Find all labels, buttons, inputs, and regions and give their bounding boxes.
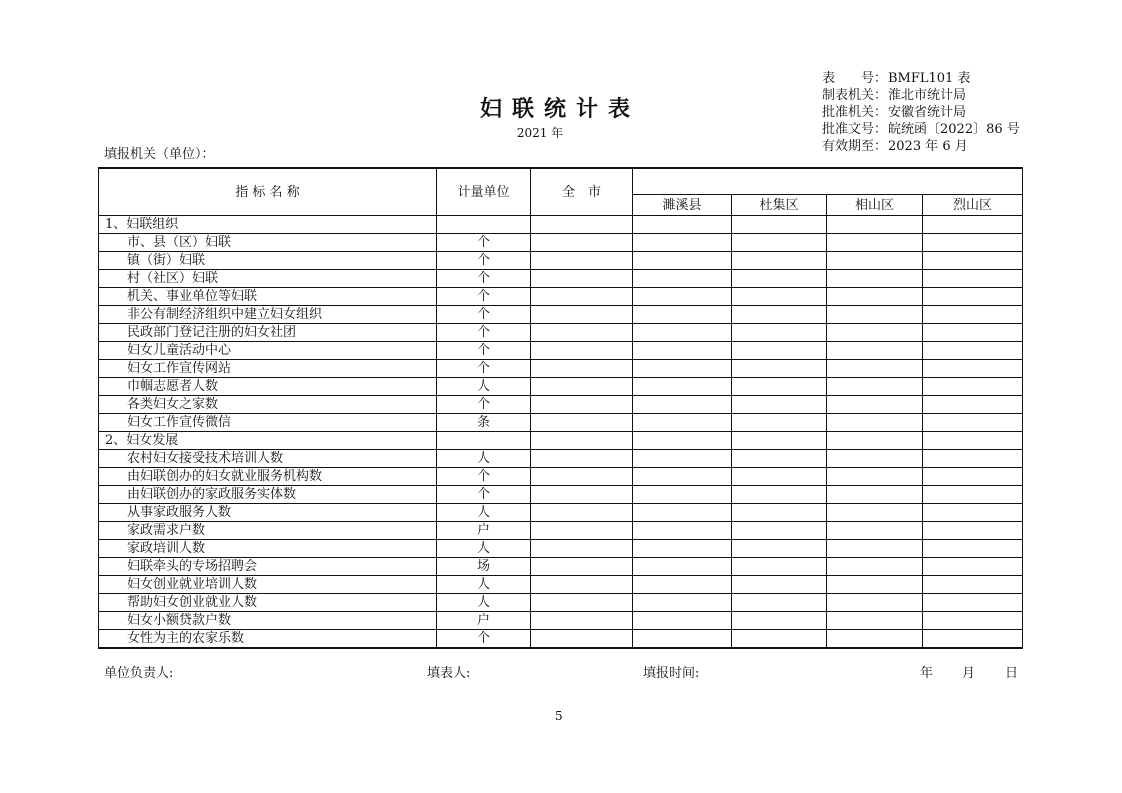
value-cell[interactable] — [531, 360, 633, 378]
header-indicator: 指 标 名 称 — [99, 168, 437, 216]
table-row — [99, 558, 1023, 576]
maker: 淮北市统计局 — [888, 88, 967, 103]
value-cell[interactable] — [633, 468, 732, 486]
value-cell[interactable] — [531, 378, 633, 396]
value-cell[interactable] — [633, 360, 732, 378]
indicator-name: 非公有制经济组织中建立妇女组织 — [99, 306, 437, 324]
value-cell[interactable] — [923, 252, 1023, 270]
table-row — [99, 270, 1023, 288]
value-cell[interactable] — [923, 432, 1023, 450]
value-cell[interactable] — [732, 432, 827, 450]
indicator-name: 妇女工作宣传网站 — [99, 360, 437, 378]
value-cell[interactable] — [531, 486, 633, 504]
value-cell[interactable] — [827, 450, 923, 468]
value-cell[interactable] — [732, 396, 827, 414]
value-cell[interactable] — [923, 468, 1023, 486]
value-cell[interactable] — [531, 306, 633, 324]
value-cell[interactable] — [633, 270, 732, 288]
day-label: 日 — [1005, 666, 1019, 681]
month-label: 月 — [962, 666, 976, 681]
value-cell[interactable] — [633, 522, 732, 540]
value-cell[interactable] — [531, 558, 633, 576]
table-row — [99, 360, 1023, 378]
value-cell[interactable] — [633, 396, 732, 414]
unit-cell: 人 — [437, 576, 531, 594]
value-cell[interactable] — [923, 630, 1023, 649]
indicator-name: 村（社区）妇联 — [99, 270, 437, 288]
unit-cell: 人 — [437, 450, 531, 468]
value-cell[interactable] — [923, 396, 1023, 414]
value-cell[interactable] — [923, 486, 1023, 504]
approver: 安徽省统计局 — [888, 105, 967, 120]
unit-cell — [437, 432, 531, 450]
value-cell[interactable] — [531, 234, 633, 252]
value-cell[interactable] — [531, 540, 633, 558]
valid-line: 有效期至：2023 年 6 月 — [822, 139, 968, 154]
unit-cell: 个 — [437, 252, 531, 270]
unit-cell: 条 — [437, 414, 531, 432]
value-cell[interactable] — [923, 522, 1023, 540]
indicator-name: 由妇联创办的妇女就业服务机构数 — [99, 468, 437, 486]
page-title: 妇联统计表 — [479, 96, 640, 122]
value-cell[interactable] — [531, 576, 633, 594]
value-cell[interactable] — [827, 576, 923, 594]
header-district: 杜集区 — [732, 195, 827, 216]
table-row — [99, 504, 1023, 522]
value-cell[interactable] — [633, 288, 732, 306]
value-cell[interactable] — [732, 522, 827, 540]
value-cell[interactable] — [827, 540, 923, 558]
value-cell[interactable] — [923, 504, 1023, 522]
value-cell[interactable] — [732, 288, 827, 306]
indicator-name: 各类妇女之家数 — [99, 396, 437, 414]
table-row — [99, 396, 1023, 414]
table-row — [99, 234, 1023, 252]
value-cell[interactable] — [827, 414, 923, 432]
value-cell[interactable] — [531, 504, 633, 522]
approval-doc-line: 批准文号：皖统函〔2022〕86 号 — [822, 122, 1020, 137]
value-cell[interactable] — [923, 270, 1023, 288]
table-row — [99, 540, 1023, 558]
indicator-name: 机关、事业单位等妇联 — [99, 288, 437, 306]
value-cell[interactable] — [633, 432, 732, 450]
indicator-name: 家政需求户数 — [99, 522, 437, 540]
valid-until: 2023 年 6 月 — [888, 139, 968, 154]
filler-person-label: 填表人: — [427, 666, 471, 681]
value-cell[interactable] — [732, 360, 827, 378]
table-row — [99, 432, 1023, 450]
value-cell[interactable] — [531, 594, 633, 612]
table-row — [99, 342, 1023, 360]
unit-cell: 户 — [437, 612, 531, 630]
value-cell[interactable] — [633, 324, 732, 342]
table-row — [99, 450, 1023, 468]
value-cell[interactable] — [633, 540, 732, 558]
approval-doc: 皖统函〔2022〕86 号 — [888, 122, 1020, 137]
form-number-line: 表 号：BMFL101 表 — [822, 71, 971, 86]
unit-cell: 人 — [437, 540, 531, 558]
value-cell[interactable] — [923, 558, 1023, 576]
table-row — [99, 612, 1023, 630]
report-year: 2021 年 — [516, 126, 564, 140]
value-cell[interactable] — [923, 576, 1023, 594]
unit-cell: 个 — [437, 324, 531, 342]
indicator-name: 巾帼志愿者人数 — [99, 378, 437, 396]
value-cell[interactable] — [827, 306, 923, 324]
year-label: 年 — [920, 666, 934, 681]
value-cell[interactable] — [531, 450, 633, 468]
table-row — [99, 252, 1023, 270]
header-district: 濉溪县 — [633, 195, 732, 216]
value-cell[interactable] — [633, 306, 732, 324]
value-cell[interactable] — [633, 630, 732, 649]
header-row — [99, 168, 1023, 195]
value-cell[interactable] — [827, 396, 923, 414]
value-cell[interactable] — [827, 324, 923, 342]
value-cell[interactable] — [923, 540, 1023, 558]
indicator-name: 女性为主的农家乐数 — [99, 630, 437, 649]
value-cell[interactable] — [827, 432, 923, 450]
value-cell[interactable] — [827, 630, 923, 649]
unit-cell: 个 — [437, 486, 531, 504]
value-cell[interactable] — [732, 216, 827, 234]
value-cell[interactable] — [923, 450, 1023, 468]
value-cell[interactable] — [732, 558, 827, 576]
header-district: 烈山区 — [923, 195, 1023, 216]
value-cell[interactable] — [827, 504, 923, 522]
value-cell[interactable] — [827, 558, 923, 576]
statistics-table — [98, 167, 1023, 649]
value-cell[interactable] — [923, 414, 1023, 432]
value-cell[interactable] — [827, 468, 923, 486]
value-cell[interactable] — [732, 486, 827, 504]
value-cell[interactable] — [732, 252, 827, 270]
value-cell[interactable] — [732, 306, 827, 324]
unit-cell: 个 — [437, 234, 531, 252]
table-row — [99, 306, 1023, 324]
table-row — [99, 576, 1023, 594]
value-cell[interactable] — [633, 414, 732, 432]
value-cell[interactable] — [732, 612, 827, 630]
section-heading: 2、妇女发展 — [99, 432, 437, 450]
indicator-name: 妇联牵头的专场招聘会 — [99, 558, 437, 576]
table-row — [99, 324, 1023, 342]
value-cell[interactable] — [827, 378, 923, 396]
unit-cell: 户 — [437, 522, 531, 540]
indicator-name: 妇女创业就业培训人数 — [99, 576, 437, 594]
value-cell[interactable] — [923, 342, 1023, 360]
value-cell[interactable] — [531, 252, 633, 270]
unit-cell: 人 — [437, 378, 531, 396]
page-number: 5 — [555, 709, 563, 723]
value-cell[interactable] — [827, 612, 923, 630]
section-heading: 1、妇联组织 — [99, 216, 437, 234]
value-cell[interactable] — [732, 450, 827, 468]
unit-cell: 人 — [437, 504, 531, 522]
value-cell[interactable] — [531, 288, 633, 306]
form-number: BMFL101 表 — [888, 71, 971, 86]
value-cell[interactable] — [633, 558, 732, 576]
value-cell[interactable] — [732, 468, 827, 486]
table-row — [99, 594, 1023, 612]
leader-label: 单位负责人: — [104, 666, 174, 681]
unit-cell: 个 — [437, 270, 531, 288]
unit-cell: 人 — [437, 594, 531, 612]
value-cell[interactable] — [531, 522, 633, 540]
value-cell[interactable] — [531, 324, 633, 342]
unit-cell: 个 — [437, 396, 531, 414]
value-cell[interactable] — [827, 288, 923, 306]
value-cell[interactable] — [633, 252, 732, 270]
value-cell[interactable] — [732, 630, 827, 649]
value-cell[interactable] — [732, 414, 827, 432]
value-cell[interactable] — [827, 342, 923, 360]
value-cell[interactable] — [531, 216, 633, 234]
value-cell[interactable] — [732, 270, 827, 288]
value-cell[interactable] — [531, 342, 633, 360]
value-cell[interactable] — [923, 306, 1023, 324]
value-cell[interactable] — [633, 216, 732, 234]
value-cell[interactable] — [732, 234, 827, 252]
value-cell[interactable] — [923, 594, 1023, 612]
header-total: 全 市 — [531, 168, 633, 216]
indicator-name: 妇女儿童活动中心 — [99, 342, 437, 360]
value-cell[interactable] — [633, 450, 732, 468]
unit-cell: 个 — [437, 288, 531, 306]
value-cell[interactable] — [633, 486, 732, 504]
value-cell[interactable] — [827, 594, 923, 612]
indicator-name: 由妇联创办的家政服务实体数 — [99, 486, 437, 504]
value-cell[interactable] — [531, 270, 633, 288]
value-cell[interactable] — [923, 612, 1023, 630]
table-row — [99, 216, 1023, 234]
indicator-name: 妇女小额贷款户数 — [99, 612, 437, 630]
maker-line: 制表机关：淮北市统计局 — [822, 88, 967, 103]
unit-cell: 场 — [437, 558, 531, 576]
value-cell[interactable] — [827, 486, 923, 504]
value-cell[interactable] — [633, 378, 732, 396]
value-cell[interactable] — [923, 324, 1023, 342]
value-cell[interactable] — [633, 342, 732, 360]
indicator-name: 镇（街）妇联 — [99, 252, 437, 270]
value-cell[interactable] — [531, 612, 633, 630]
value-cell[interactable] — [827, 216, 923, 234]
indicator-name: 帮助妇女创业就业人数 — [99, 594, 437, 612]
table-row — [99, 486, 1023, 504]
indicator-name: 家政培训人数 — [99, 540, 437, 558]
approver-line: 批准机关：安徽省统计局 — [822, 105, 967, 120]
value-cell[interactable] — [531, 468, 633, 486]
value-cell[interactable] — [827, 252, 923, 270]
unit-cell: 个 — [437, 306, 531, 324]
table-row — [99, 630, 1023, 649]
value-cell[interactable] — [827, 360, 923, 378]
indicator-name: 从事家政服务人数 — [99, 504, 437, 522]
indicator-name: 农村妇女接受技术培训人数 — [99, 450, 437, 468]
value-cell[interactable] — [923, 360, 1023, 378]
unit-cell: 个 — [437, 630, 531, 649]
value-cell[interactable] — [633, 504, 732, 522]
value-cell[interactable] — [923, 378, 1023, 396]
unit-cell: 个 — [437, 342, 531, 360]
value-cell[interactable] — [633, 612, 732, 630]
table-row — [99, 522, 1023, 540]
table-row — [99, 378, 1023, 396]
value-cell[interactable] — [732, 594, 827, 612]
fill-time-label: 填报时间: — [643, 666, 700, 681]
value-cell[interactable] — [531, 432, 633, 450]
value-cell[interactable] — [633, 594, 732, 612]
indicator-name: 市、县（区）妇联 — [99, 234, 437, 252]
indicator-name: 妇女工作宣传微信 — [99, 414, 437, 432]
value-cell[interactable] — [732, 576, 827, 594]
header-district: 相山区 — [827, 195, 923, 216]
value-cell[interactable] — [827, 270, 923, 288]
value-cell[interactable] — [827, 522, 923, 540]
value-cell[interactable] — [531, 630, 633, 649]
value-cell[interactable] — [732, 342, 827, 360]
value-cell[interactable] — [732, 504, 827, 522]
unit-cell — [437, 216, 531, 234]
value-cell[interactable] — [732, 378, 827, 396]
value-cell[interactable] — [732, 540, 827, 558]
value-cell[interactable] — [923, 288, 1023, 306]
indicator-name: 民政部门登记注册的妇女社团 — [99, 324, 437, 342]
value-cell[interactable] — [531, 396, 633, 414]
value-cell[interactable] — [923, 216, 1023, 234]
table-row — [99, 288, 1023, 306]
value-cell[interactable] — [531, 414, 633, 432]
header-district-group — [633, 168, 1023, 195]
value-cell[interactable] — [633, 576, 732, 594]
header-unit: 计量单位 — [437, 168, 531, 216]
value-cell[interactable] — [827, 234, 923, 252]
table-row — [99, 414, 1023, 432]
table-row — [99, 468, 1023, 486]
value-cell[interactable] — [923, 234, 1023, 252]
unit-cell: 个 — [437, 468, 531, 486]
value-cell[interactable] — [732, 324, 827, 342]
unit-cell: 个 — [437, 360, 531, 378]
value-cell[interactable] — [633, 234, 732, 252]
form-meta — [822, 70, 1020, 155]
filler-unit-label: 填报机关（单位）： — [104, 147, 215, 162]
